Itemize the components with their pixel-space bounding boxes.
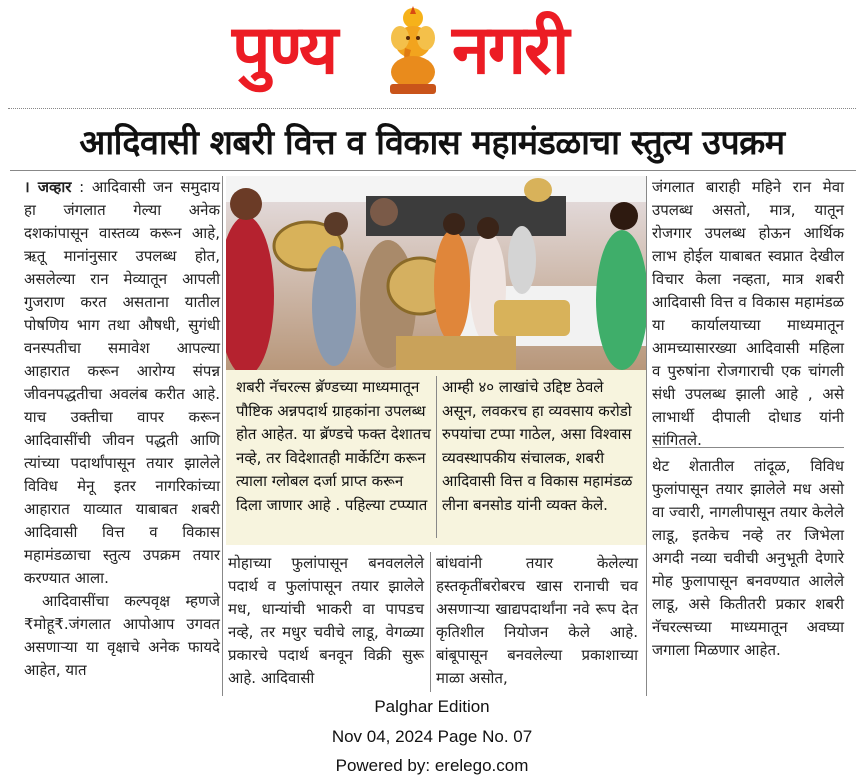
masthead-divider — [8, 108, 856, 109]
highlight-box — [226, 370, 646, 545]
article-headline: आदिवासी शबरी वित्त व विकास महामंडळाचा स्तुत्य उपक्रम — [79, 123, 785, 163]
body-text: : आदिवासी जन समुदाय हा जंगलात गेल्या अनेक दशकांपासून वास्तव्य करून आहे, ऋतू मानांनुसार उपलब्ध होत, असलेल्या रान मेव्यातून आपली गुजराण करत असताना यातील पोषणिय भाग तथा औषधी, सुगंधी वनस्पतीचा समावेश आपल्या आहारात करून आरोग्य संपन्न जीवनपद्धतीचा अवलंब करीत आहे. याच उक्तीचा वापर करून आदिवासींची जीवन पद्धती आणि त्यांच्या पदार्थांपासून तयार झालेले विविध मेनू इतर नागरिकांच्या आहारात याव्यात याबाबत शबरी आदिवासी वित्त व विकास महामंडळाचा स्तुत्य उपक्रम तयार करण्यात आला. — [24, 178, 221, 587]
article-column-1 — [24, 176, 220, 682]
article-column-4-bottom: थेट शेतातील तांदूळ, विविध फुलांपासून तयार झालेले मध असो वा ज्वारी, नागलीपासून तयार केलेले लाडू, इतकेच नव्हे तर जिभेला अगदी नव्या चवीची अनुभूती देणारे मोह फुलापासून बनवण्यात आलेले लाडू, असे कितीतरी प्रकार शबरी नॅचरल्सच्या माध्यमातून अवघ्या जगाला मिळणार आहेत. — [652, 457, 844, 659]
column-rule — [222, 176, 223, 696]
column-rule — [430, 552, 431, 692]
highlight-box-left-text: शबरी नॅचरल्स ब्रॅण्डच्या माध्यमातून पौष्टिक अन्नपदार्थ ग्राहकांना उपलब्ध होत आहेत. या ब्रॅण्डचे फक्त देशातच नव्हे, तर विदेशातही मार्केटिंग करून त्याला ग्लोबल दर्जा प्राप्त करून दिला जाणार आहे . पहिल्या टप्प्यात — [236, 378, 431, 514]
masthead — [0, 0, 864, 108]
paragraph — [24, 176, 220, 590]
masthead-title-part2: नगरी — [452, 11, 568, 90]
column-rule — [646, 176, 647, 696]
dateline: । जव्हार — [24, 178, 72, 196]
ganesha-logo-icon — [378, 2, 448, 98]
article-photo — [226, 176, 646, 370]
box-column-rule — [436, 376, 437, 538]
event-photo-image — [226, 176, 646, 370]
article-column-3: बांधवांनी तयार केलेल्या हस्तकृतींबरोबरच खास रानाची चव असणाऱ्या खाद्यपदार्थांना नवे रूप देत कृतिशील नियोजन केले आहे. बांबूपासून बनवलेल्या प्रकाशाच्या माळा असोत, — [436, 554, 638, 687]
article-column-2: मोहाच्या फुलांपासून बनवललेले पदार्थ व फुलांपासून तयार झालेले मध, धान्यांची भाकरी वा पापडच नव्हे, तर मधुर चवीचे लाडू, वेगळ्या प्रकारचे पदार्थ बनवून विक्री सुरू आहे. आदिवासी — [228, 554, 424, 687]
article-column-4-top: जंगलात बाराही महिने रान मेवा उपलब्ध असतो, मात्र, यातून रोजगार उपलब्ध होऊन आर्थिक लाभ होईल याबाबत स्वप्नात देखील विचार केला नव्हता, मात्र शबरी आदिवासी वित्त व विकास महामंडळ या कार्यालयाच्या माध्यमातून आमच्यासारख्या आदिवासी महिला व पुरुषांना रोजगाराची एक चांगली संधी उपलब्ध झाली आहे , असे लाभार्थी दीपाली दोधाड यांनी सांगितले. — [652, 178, 844, 449]
highlight-box-right-text: आम्ही ४० लाखांचे उद्दिष्ट ठेवले असून, लवकरच हा व्यवसाय करोडो रुपयांचा टप्पा गाठेल, असा विश्वास व्यवस्थापकीय संचालक, शबरी आदिवासी वित्त व विकास महामंडळ लीना बनसोड यांनी व्यक्त केले. — [442, 378, 633, 514]
date-page-label: Nov 04, 2024 Page No. 07 — [331, 727, 533, 746]
headline-divider — [10, 170, 856, 171]
paragraph: आदिवासींचा कल्पवृक्ष म्हणजे ₹मोहू₹.जंगलात आपोआप उगवत असणाऱ्या या वृक्षाचे अनेक फायदे आहेत, यात — [24, 592, 220, 679]
column-4-divider — [652, 447, 844, 448]
powered-by-label: Powered by: erelego.com — [335, 756, 529, 775]
edition-label: Palghar Edition — [374, 697, 490, 716]
masthead-title-part1: पुण्य — [232, 11, 337, 90]
